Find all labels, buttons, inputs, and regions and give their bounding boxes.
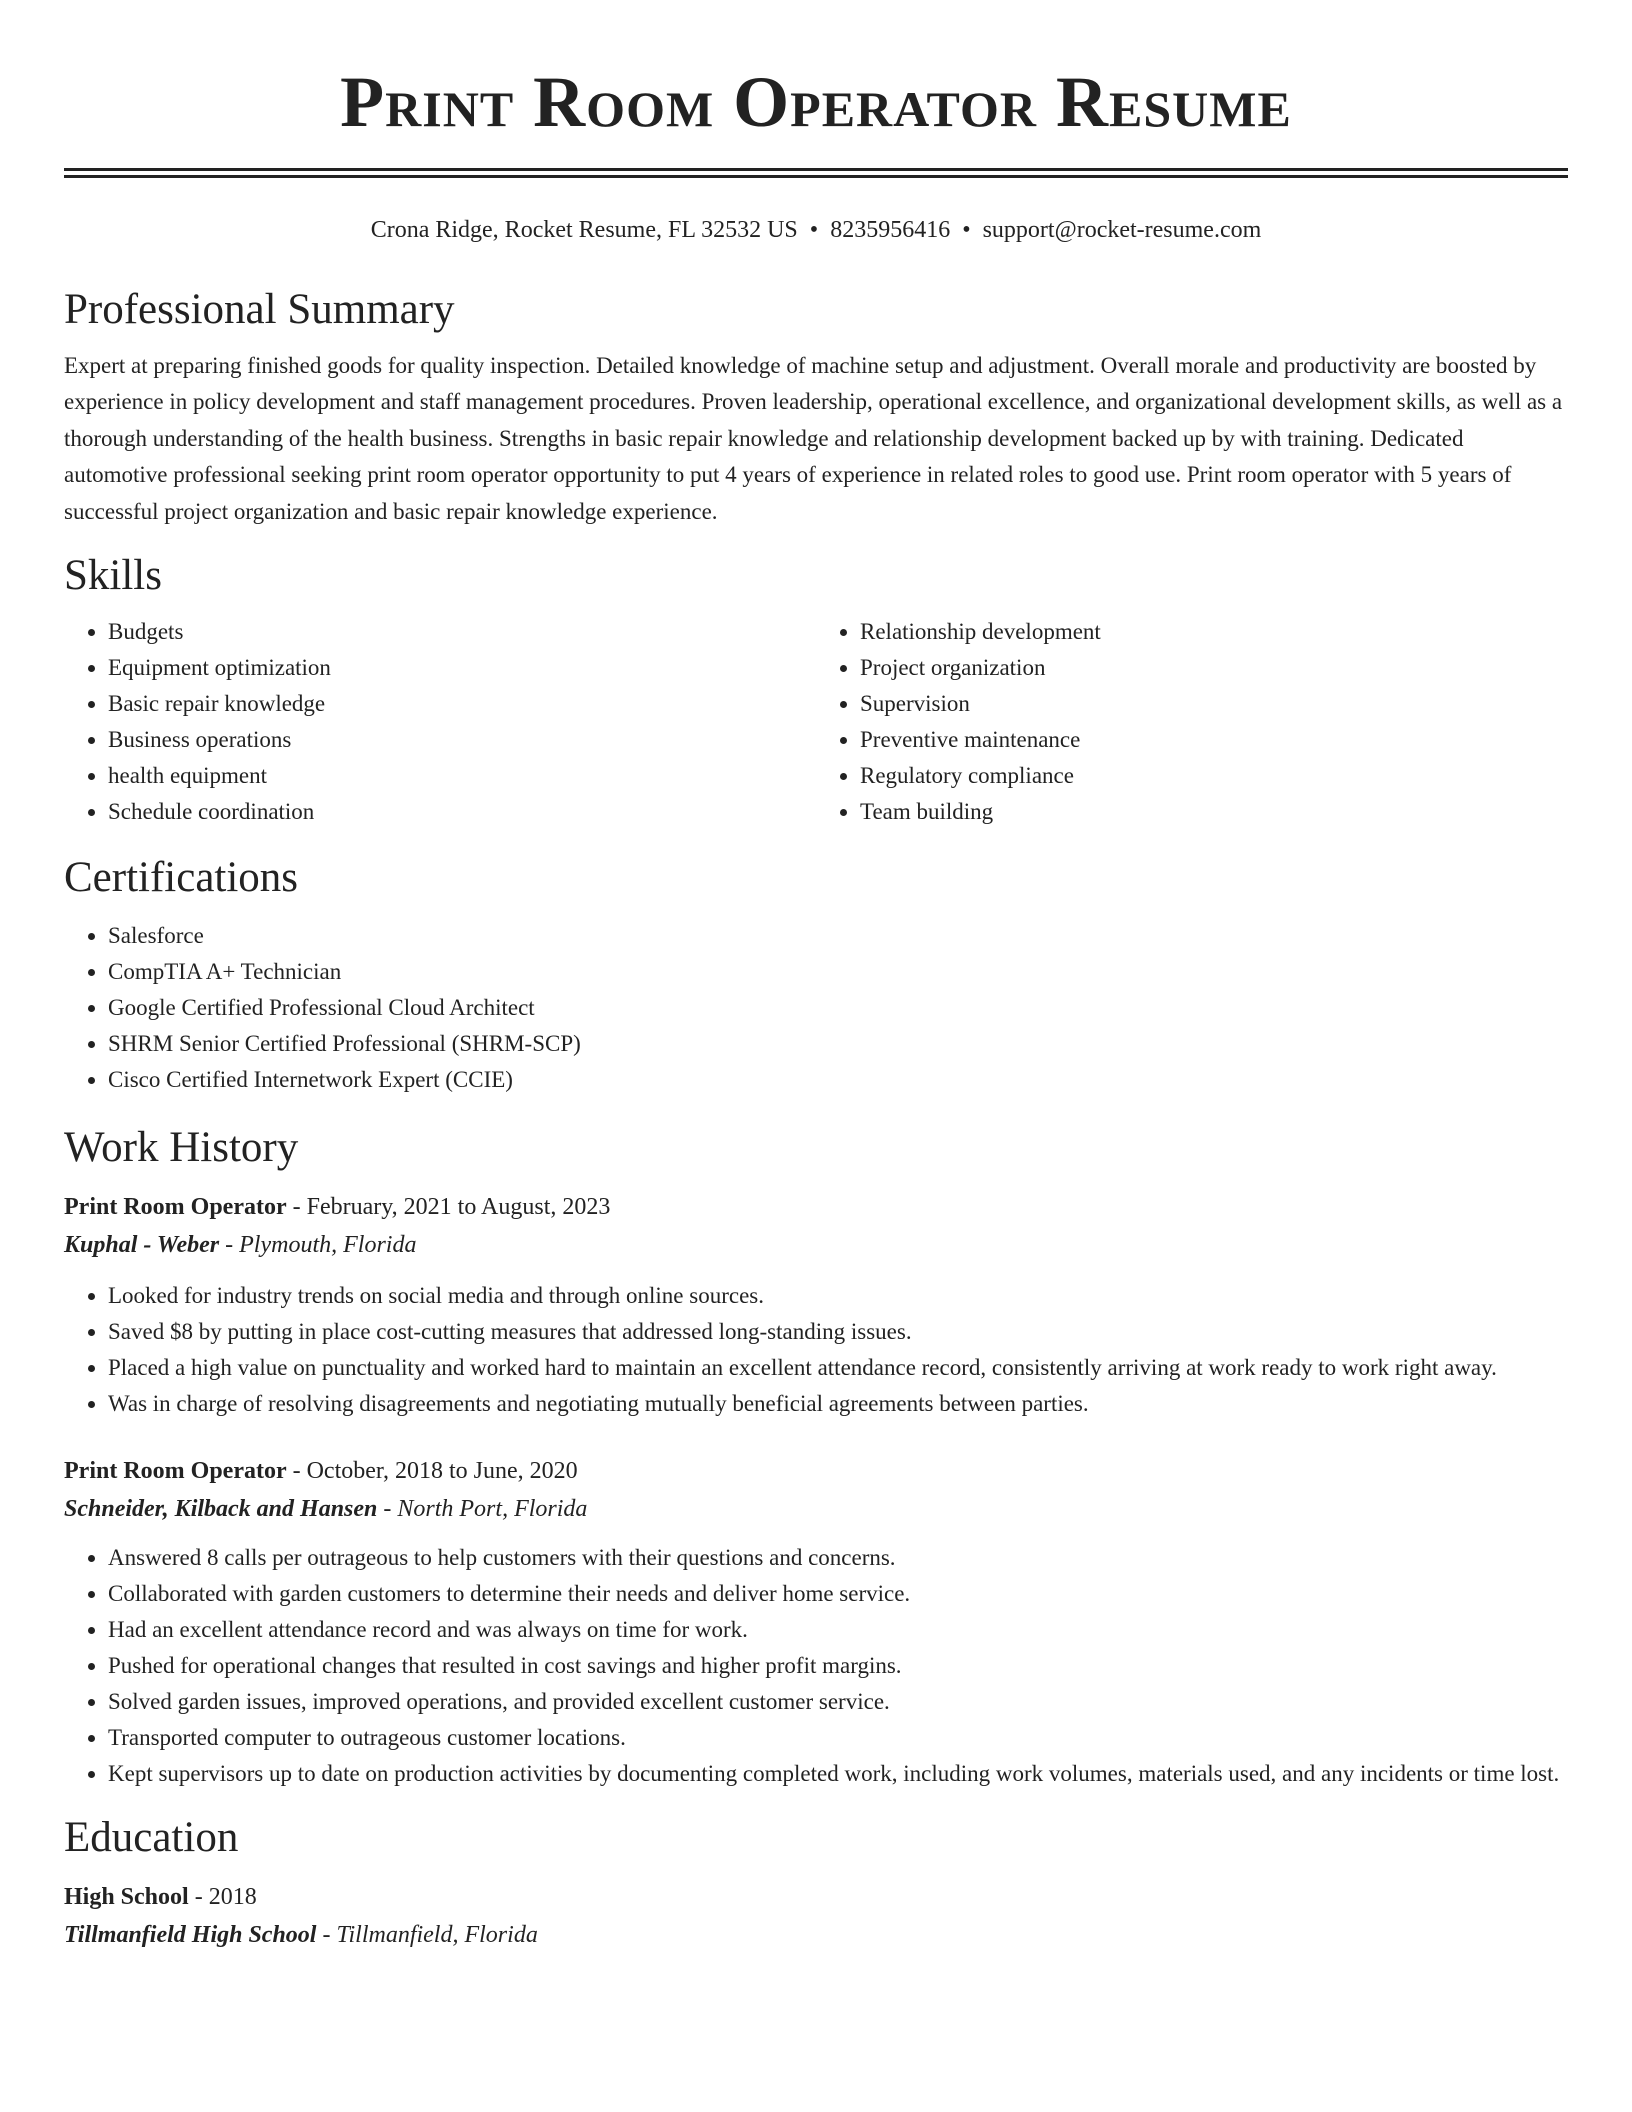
skill-item: • Business operations bbox=[108, 722, 816, 758]
summary-text: Expert at preparing finished goods for quality inspection. Detailed knowledge of machine setup and adjustment. Overall morale and productivity are boosted by experience in policy development and staff management procedures. Proven leadership, operational excellence, and organizational development skills, as well as a thorough understanding of the health business. Strengths in basic repair knowledge and relationship development backed up by with training. Dedicated automotive professional seeking print room operator opportunity to put 4 years of experience in related roles to good use. Print room operator with 5 years of successful project organization and basic repair knowledge experience. bbox=[64, 353, 1563, 524]
education-entry bbox=[64, 1878, 1568, 1954]
job-company: Schneider, Kilback and Hansen bbox=[64, 1496, 378, 1523]
skills-left-column bbox=[64, 614, 816, 830]
job-entry bbox=[64, 1188, 1568, 1422]
skill-item: • Equipment optimization bbox=[108, 650, 816, 686]
skill-item: • Basic repair knowledge bbox=[108, 686, 816, 722]
job-bullet: • Answered 8 calls per outrageous to help customers with their questions and concerns. bbox=[108, 1540, 1568, 1576]
job-bullet: • Kept supervisors up to date on production activities by documenting completed work, including work volumes, materials used, and any incidents or time lost. bbox=[108, 1756, 1568, 1792]
skill-item: • Preventive maintenance bbox=[860, 722, 1568, 758]
skill-item: • Regulatory compliance bbox=[860, 758, 1568, 794]
job-title: Print Room Operator bbox=[64, 1194, 287, 1221]
job-company: Kuphal - Weber bbox=[64, 1232, 220, 1259]
work-history-heading: Work History bbox=[64, 1124, 299, 1172]
title-divider bbox=[64, 168, 1568, 178]
job-bullet: • Was in charge of resolving disagreements and negotiating mutually beneficial agreements between parties. bbox=[108, 1386, 1568, 1422]
job-company-line bbox=[64, 1490, 1568, 1528]
job-entry bbox=[64, 1452, 1568, 1792]
job-bullet: • Looked for industry trends on social media and through online sources. bbox=[108, 1278, 1568, 1314]
job-bullet: • Placed a high value on punctuality and worked hard to maintain an excellent attendance record, consistently arriving at work ready to work right away. bbox=[108, 1350, 1568, 1386]
certification-item: • SHRM Senior Certified Professional (SHRM-SCP) bbox=[108, 1026, 1568, 1062]
resume-title: Print Room Operator Resume bbox=[340, 62, 1292, 142]
contact-address: Crona Ridge, Rocket Resume, FL 32532 US bbox=[370, 217, 798, 243]
contact-email: support@rocket-resume.com bbox=[982, 217, 1262, 243]
job-title: Print Room Operator bbox=[64, 1458, 287, 1485]
contact-separator: • bbox=[809, 217, 819, 243]
job-location: - North Port, Florida bbox=[377, 1496, 588, 1523]
education-degree: High School bbox=[64, 1884, 189, 1911]
job-bullet: • Had an excellent attendance record and was always on time for work. bbox=[108, 1612, 1568, 1648]
education-school-line bbox=[64, 1916, 1568, 1954]
skill-item: • Team building bbox=[860, 794, 1568, 830]
job-company-line bbox=[64, 1226, 1568, 1264]
certifications-heading: Certifications bbox=[64, 854, 299, 902]
job-bullet: • Saved $8 by putting in place cost-cutting measures that addressed long-standing issues. bbox=[108, 1314, 1568, 1350]
job-bullet: • Transported computer to outrageous customer locations. bbox=[108, 1720, 1568, 1756]
job-dates: - February, 2021 to August, 2023 bbox=[286, 1194, 611, 1221]
job-dates: - October, 2018 to June, 2020 bbox=[286, 1458, 578, 1485]
education-year: - 2018 bbox=[188, 1884, 257, 1911]
skill-item: • Schedule coordination bbox=[108, 794, 816, 830]
skills-heading: Skills bbox=[64, 552, 162, 600]
skill-item: • health equipment bbox=[108, 758, 816, 794]
skill-item: • Supervision bbox=[860, 686, 1568, 722]
contact-separator: • bbox=[962, 217, 971, 243]
job-title-line bbox=[64, 1452, 1568, 1490]
education-heading: Education bbox=[64, 1814, 239, 1862]
certification-item: • Salesforce bbox=[108, 918, 1568, 954]
job-bullet: • Collaborated with garden customers to determine their needs and deliver home service. bbox=[108, 1576, 1568, 1612]
skills-list bbox=[64, 614, 1568, 830]
education-degree-line bbox=[64, 1878, 1568, 1916]
certification-item: • Cisco Certified Internetwork Expert (CCIE) bbox=[108, 1062, 1568, 1098]
job-bullets bbox=[64, 1278, 1568, 1422]
contact-line bbox=[64, 214, 1568, 246]
job-title-line bbox=[64, 1188, 1568, 1226]
education-location: - Tillmanfield, Florida bbox=[316, 1922, 538, 1949]
skill-item: • Budgets bbox=[108, 614, 816, 650]
job-bullet: • Pushed for operational changes that resulted in cost savings and higher profit margins. bbox=[108, 1648, 1568, 1684]
skills-right-column bbox=[816, 614, 1568, 830]
job-bullet: • Solved garden issues, improved operations, and provided excellent customer service. bbox=[108, 1684, 1568, 1720]
skill-item: • Relationship development bbox=[860, 614, 1568, 650]
certification-item: • CompTIA A+ Technician bbox=[108, 954, 1568, 990]
summary-heading: Professional Summary bbox=[64, 286, 455, 333]
contact-phone: 8235956416 bbox=[830, 217, 951, 243]
education-school: Tillmanfield High School bbox=[64, 1922, 317, 1949]
job-bullets bbox=[64, 1540, 1568, 1792]
job-location: - Plymouth, Florida bbox=[219, 1232, 417, 1259]
certifications-list bbox=[64, 918, 1568, 1098]
skill-item: • Project organization bbox=[860, 650, 1568, 686]
certification-item: • Google Certified Professional Cloud Architect bbox=[108, 990, 1568, 1026]
